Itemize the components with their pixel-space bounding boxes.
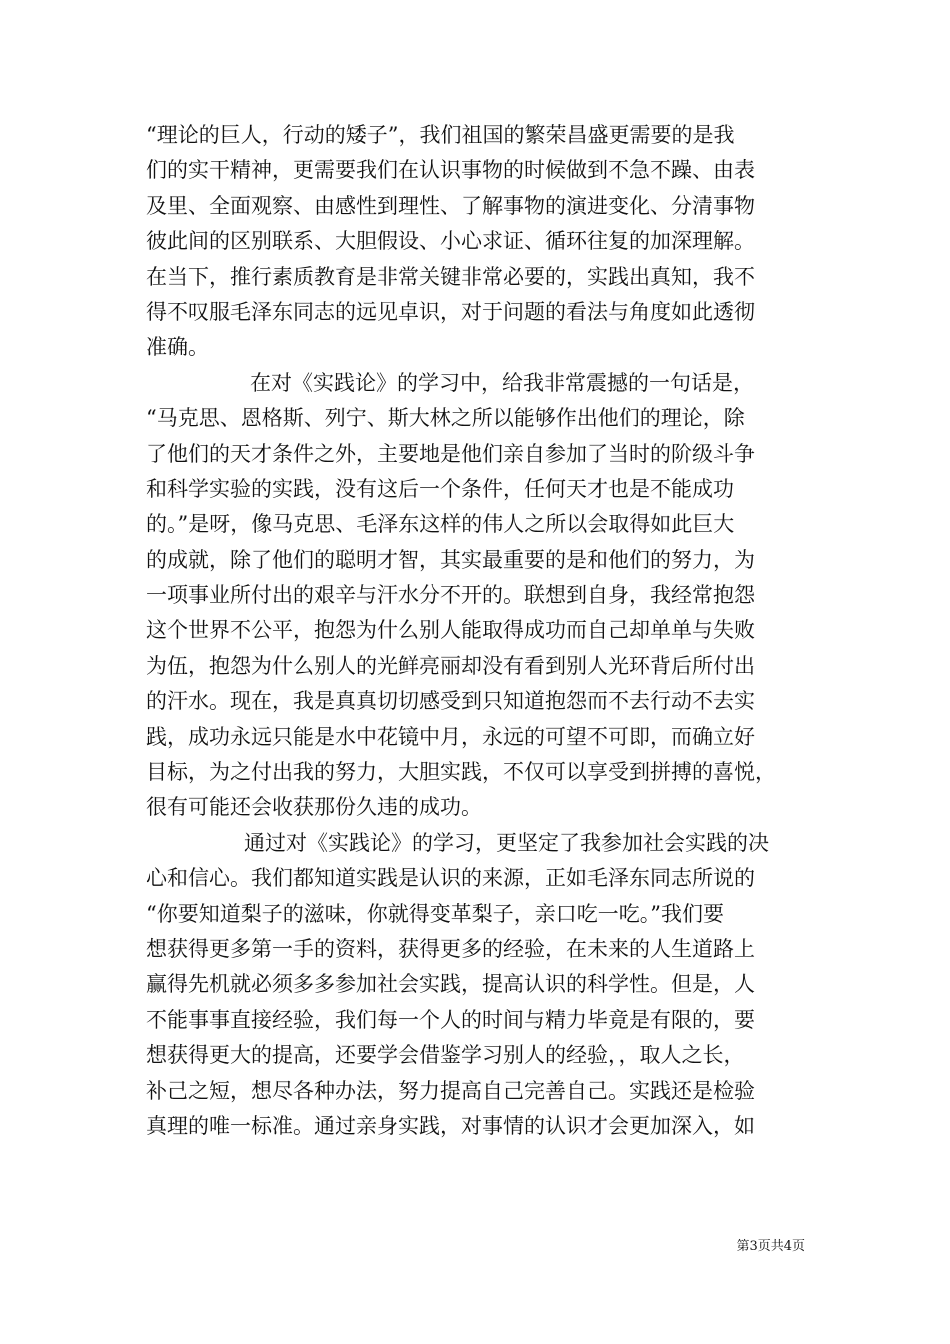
text-line: 在当下，推行素质教育是非常关键非常必要的，实践出真知，我不 bbox=[146, 264, 755, 289]
text-line: 想获得更大的提高，还要学会借鉴学习别人的经验，，取人之长， bbox=[146, 1043, 745, 1068]
text-line: 了他们的天才条件之外，主要地是他们亲自参加了当时的阶级斗争 bbox=[146, 441, 755, 466]
text-line: 的成就，除了他们的聪明才智，其实最重要的是和他们的努力，为 bbox=[146, 547, 755, 572]
text-line: 心和信心。我们都知道实践是认识的来源，正如毛泽东同志所说的 bbox=[146, 866, 755, 891]
text-line: “马克思、恩格斯、列宁、斯大林之所以能够作出他们的理论，除 bbox=[146, 406, 745, 431]
paragraph-first-line: 在对《实践论》的学习中，给我非常震撼的一句话是， bbox=[250, 370, 754, 395]
text-line: 目标，为之付出我的努力，大胆实践，不仅可以享受到拼搏的喜悦， bbox=[146, 760, 776, 785]
text-line: 彼此间的区别联系、大胆假设、小心求证、循环往复的加深理解。 bbox=[146, 229, 755, 254]
text-line: 的汗水。现在，我是真真切切感受到只知道抱怨而不去行动不去实 bbox=[146, 689, 755, 714]
text-line: 很有可能还会收获那份久违的成功。 bbox=[146, 795, 482, 820]
text-line: 们的实干精神，更需要我们在认识事物的时候做到不急不躁、由表 bbox=[146, 158, 755, 183]
text-line: 和科学实验的实践，没有这后一个条件，任何天才也是不能成功 bbox=[146, 476, 734, 501]
paragraph-first-line: 通过对《实践论》的学习，更坚定了我参加社会实践的决 bbox=[244, 830, 769, 855]
text-line: “理论的巨人，行动的矮子”，我们祖国的繁荣昌盛更需要的是我 bbox=[146, 123, 735, 147]
text-line: 的。”是呀，像马克思、毛泽东这样的伟人之所以会取得如此巨大 bbox=[146, 512, 735, 537]
text-line: 这个世界不公平，抱怨为什么别人能取得成功而自己却单单与失败 bbox=[146, 618, 755, 643]
body-text bbox=[146, 118, 806, 1144]
text-line: 补己之短，想尽各种办法，努力提高自己完善自己。实践还是检验 bbox=[146, 1078, 755, 1103]
text-line: 及里、全面观察、由感性到理性、了解事物的演进变化、分清事物 bbox=[146, 193, 755, 218]
text-line: 不能事事直接经验，我们每一个人的时间与精力毕竟是有限的，要 bbox=[146, 1007, 755, 1032]
text-line: 准确。 bbox=[146, 335, 209, 360]
text-line: 真理的唯一标准。通过亲身实践，对事情的认识才会更加深入，如 bbox=[146, 1113, 755, 1138]
text-line: 得不叹服毛泽东同志的远见卓识，对于问题的看法与角度如此透彻 bbox=[146, 299, 755, 324]
text-line: 践，成功永远只能是水中花镜中月，永远的可望不可即，而确立好 bbox=[146, 724, 755, 749]
text-line: 想获得更多第一手的资料，获得更多的经验，在未来的人生道路上 bbox=[146, 936, 755, 961]
text-line: 赢得先机就必须多多参加社会实践，提高认识的科学性。但是，人 bbox=[146, 972, 755, 997]
text-line: 为伍，抱怨为什么别人的光鲜亮丽却没有看到别人光环背后所付出 bbox=[146, 653, 755, 678]
page-number-footer: 第3页共4页 bbox=[736, 1239, 805, 1254]
text-line: “你要知道梨子的滋味，你就得变革梨子，亲口吃一吃。”我们要 bbox=[146, 901, 724, 926]
text-line: 一项事业所付出的艰辛与汗水分不开的。联想到自身，我经常抱怨 bbox=[146, 583, 755, 608]
